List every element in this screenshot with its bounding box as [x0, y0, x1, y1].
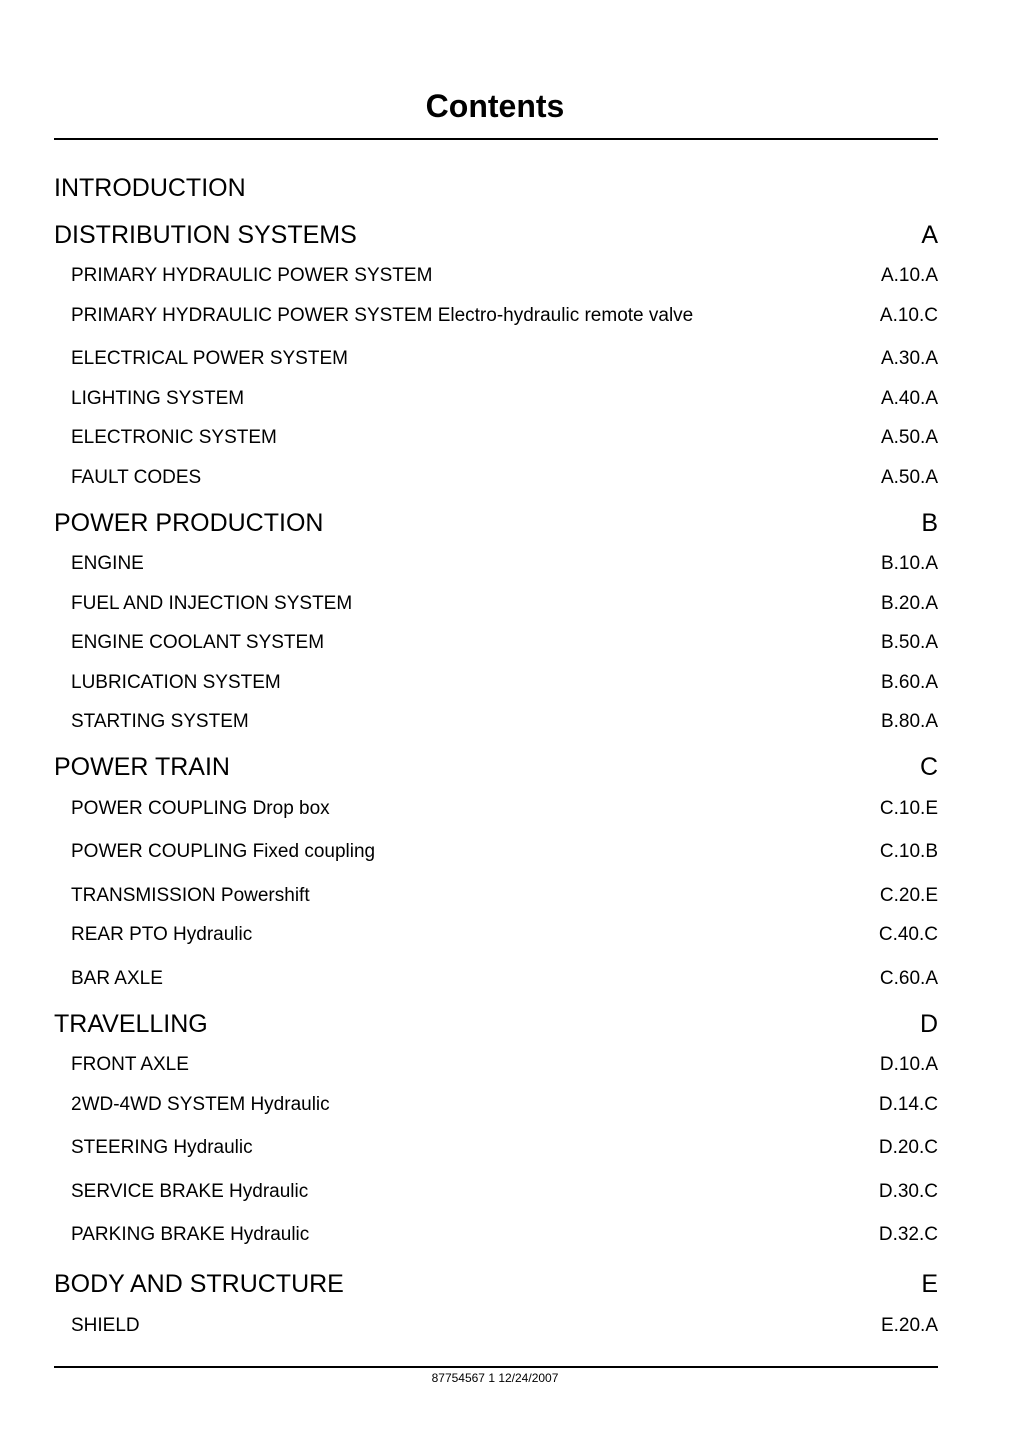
toc-entry[interactable]: [54, 1180, 938, 1204]
toc-label: FAULT CODES: [71, 467, 202, 488]
toc-label: FUEL AND INJECTION SYSTEM: [71, 593, 353, 614]
toc-ref: D.10.A: [879, 1054, 938, 1075]
toc-label: STEERING Hydraulic: [71, 1137, 253, 1158]
toc-label: REAR PTO Hydraulic: [71, 924, 253, 945]
toc-ref: D: [919, 1010, 938, 1038]
toc-label: DISTRIBUTION SYSTEMS: [54, 221, 357, 249]
toc-ref: A.50.A: [880, 427, 938, 448]
toc-label: POWER COUPLING Drop box: [71, 798, 330, 819]
toc-entry[interactable]: [54, 387, 938, 411]
toc-label: POWER COUPLING Fixed coupling: [71, 841, 376, 862]
toc-entry[interactable]: [54, 710, 938, 734]
toc-entry[interactable]: [54, 923, 938, 947]
toc-entry[interactable]: [54, 466, 938, 490]
toc-ref: C.20.E: [879, 885, 938, 906]
toc-label: LUBRICATION SYSTEM: [71, 672, 281, 693]
toc-entry[interactable]: [54, 840, 938, 864]
toc-entry[interactable]: [54, 671, 938, 695]
toc-label: INTRODUCTION: [54, 174, 246, 202]
toc-entry[interactable]: [54, 304, 938, 328]
toc-ref: E: [921, 1270, 938, 1298]
toc-label: ELECTRONIC SYSTEM: [71, 427, 277, 448]
toc-label: FRONT AXLE: [71, 1054, 189, 1075]
toc-entry[interactable]: [54, 347, 938, 371]
toc-label: BODY AND STRUCTURE: [54, 1270, 344, 1298]
toc-ref: B.60.A: [880, 672, 938, 693]
toc-label: POWER TRAIN: [54, 753, 230, 781]
toc-ref: A: [921, 221, 938, 249]
toc-section-travelling[interactable]: [54, 1009, 938, 1039]
toc-entry[interactable]: [54, 884, 938, 908]
toc-label: TRANSMISSION Powershift: [71, 885, 310, 906]
toc-ref: B.80.A: [880, 711, 938, 732]
title-rule: [54, 138, 938, 140]
footer-doc-id: 87754567 1 12/24/2007: [431, 1371, 559, 1385]
toc-entry[interactable]: [54, 592, 938, 616]
toc-label: STARTING SYSTEM: [71, 711, 249, 732]
toc-ref: A.10.A: [880, 265, 938, 286]
toc-section-distribution-systems[interactable]: [54, 220, 938, 250]
toc-label: SHIELD: [71, 1315, 140, 1336]
toc-ref: C: [919, 753, 938, 781]
toc-section-introduction[interactable]: [54, 173, 938, 203]
toc-ref: D.20.C: [878, 1137, 938, 1158]
toc-entry[interactable]: [54, 264, 938, 288]
toc-ref: D.30.C: [878, 1181, 938, 1202]
page-title: Contents: [425, 88, 565, 124]
toc-ref: C.40.C: [878, 924, 938, 945]
toc-entry[interactable]: [54, 797, 938, 821]
toc-section-power-train[interactable]: [54, 752, 938, 782]
toc-section-body-and-structure[interactable]: [54, 1269, 938, 1299]
toc-label: ELECTRICAL POWER SYSTEM: [71, 348, 348, 369]
toc-entry[interactable]: [54, 1223, 938, 1247]
toc-ref: B: [921, 509, 938, 537]
toc-label: PARKING BRAKE Hydraulic: [71, 1224, 310, 1245]
toc-label: ENGINE: [71, 553, 144, 574]
toc-ref: D.32.C: [878, 1224, 938, 1245]
toc-section-power-production[interactable]: [54, 508, 938, 538]
toc-entry[interactable]: [54, 552, 938, 576]
footer-rule: [54, 1366, 938, 1368]
toc-entry[interactable]: [54, 1053, 938, 1077]
toc-ref: A.10.C: [879, 305, 938, 326]
toc-label: PRIMARY HYDRAULIC POWER SYSTEM Electro-hydraulic remote valve: [71, 305, 694, 326]
toc-ref: C.10.B: [879, 841, 938, 862]
toc-label: BAR AXLE: [71, 968, 163, 989]
toc-label: LIGHTING SYSTEM: [71, 388, 245, 409]
toc-ref: E.20.A: [880, 1315, 938, 1336]
toc-entry[interactable]: [54, 426, 938, 450]
toc-label: POWER PRODUCTION: [54, 509, 324, 537]
toc-ref: B.10.A: [880, 553, 938, 574]
toc-label: ENGINE COOLANT SYSTEM: [71, 632, 325, 653]
toc-ref: A.30.A: [880, 348, 938, 369]
toc-label: 2WD-4WD SYSTEM Hydraulic: [71, 1094, 330, 1115]
toc-ref: B.50.A: [880, 632, 938, 653]
toc-ref: A.40.A: [880, 388, 938, 409]
toc-entry[interactable]: [54, 1136, 938, 1160]
toc-ref: D.14.C: [878, 1094, 938, 1115]
toc-label: TRAVELLING: [54, 1010, 208, 1038]
toc-label: SERVICE BRAKE Hydraulic: [71, 1181, 309, 1202]
toc-entry[interactable]: [54, 631, 938, 655]
toc-entry[interactable]: [54, 967, 938, 991]
toc-ref: A.50.A: [880, 467, 938, 488]
toc-ref: C.60.A: [879, 968, 938, 989]
toc-label: PRIMARY HYDRAULIC POWER SYSTEM: [71, 265, 433, 286]
toc-ref: B.20.A: [880, 593, 938, 614]
toc-entry[interactable]: [54, 1314, 938, 1338]
toc-entry[interactable]: [54, 1093, 938, 1117]
toc-ref: C.10.E: [879, 798, 938, 819]
